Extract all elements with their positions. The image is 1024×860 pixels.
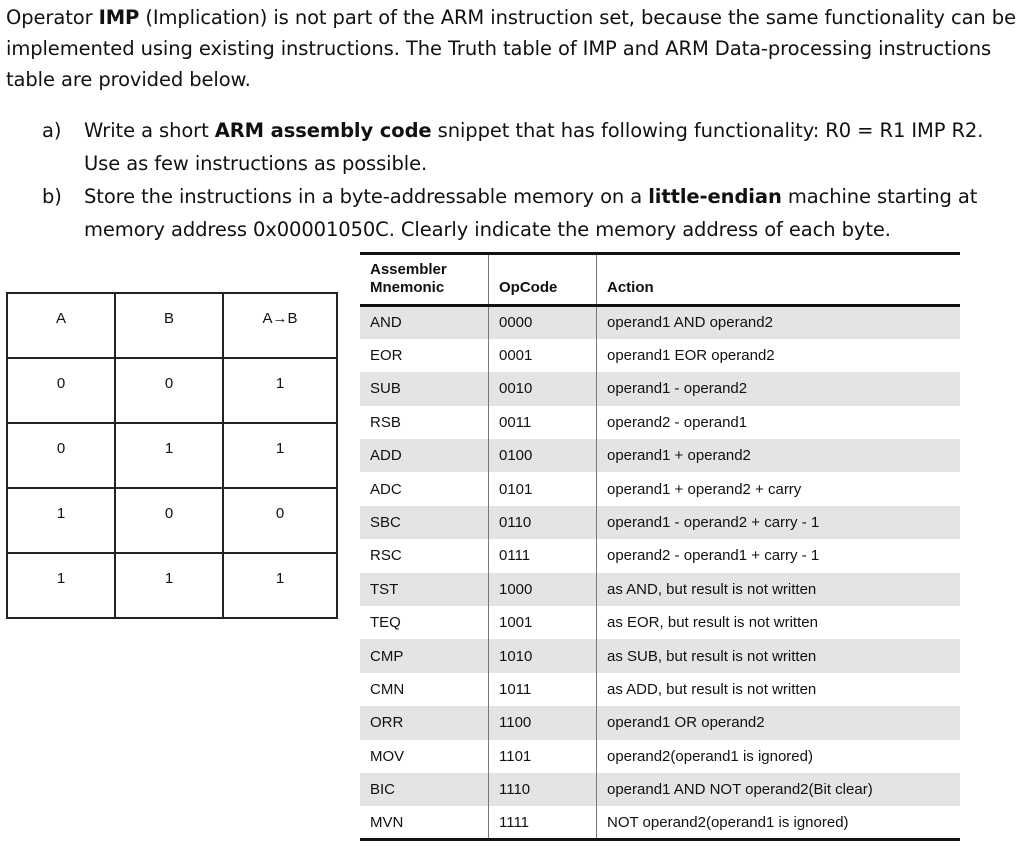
action-cell: operand1 OR operand2 bbox=[597, 706, 961, 739]
opcode-cell: 1010 bbox=[489, 639, 597, 672]
opcode-cell: 0100 bbox=[489, 439, 597, 472]
header-mnemonic: Assembler Mnemonic bbox=[360, 254, 489, 306]
header-b: B bbox=[115, 293, 223, 358]
opcode-cell: 1111 bbox=[489, 806, 597, 839]
header-action: Action bbox=[597, 254, 961, 306]
question-b bbox=[42, 180, 1017, 246]
cell: 1 bbox=[115, 423, 223, 488]
cell: 0 bbox=[7, 423, 115, 488]
table-row bbox=[360, 706, 960, 739]
action-cell: operand1 AND NOT operand2(Bit clear) bbox=[597, 773, 961, 806]
cell: 1 bbox=[7, 488, 115, 553]
table-row bbox=[360, 740, 960, 773]
cell: 0 bbox=[115, 488, 223, 553]
intro-paragraph bbox=[6, 2, 1018, 95]
table-row bbox=[7, 423, 337, 488]
question-text: Store the instructions in a byte-addressable memory on a bbox=[84, 185, 649, 208]
intro-bold-imp: IMP bbox=[98, 6, 140, 29]
cell: 1 bbox=[7, 553, 115, 618]
mnemonic-cell: ADC bbox=[370, 480, 402, 498]
action-cell: as ADD, but result is not written bbox=[597, 673, 961, 706]
table-row bbox=[360, 406, 960, 439]
opcode-cell: 0110 bbox=[489, 506, 597, 539]
mnemonic-cell: ADD bbox=[360, 439, 489, 472]
header-implication: A→B bbox=[223, 293, 337, 358]
header-a: A bbox=[7, 293, 115, 358]
question-list bbox=[42, 114, 1017, 246]
opcode-cell: 0111 bbox=[489, 539, 597, 572]
mnemonic-cell: AND bbox=[360, 306, 489, 339]
action-cell: operand1 AND operand2 bbox=[597, 306, 961, 339]
cell: 1 bbox=[223, 423, 337, 488]
action-cell: NOT operand2(operand1 is ignored) bbox=[597, 806, 961, 839]
mnemonic-cell: EOR bbox=[370, 347, 403, 365]
action-cell: operand2(operand1 is ignored) bbox=[597, 740, 961, 773]
opcode-cell: 1101 bbox=[489, 740, 597, 773]
table-row bbox=[7, 358, 337, 423]
cell: 0 bbox=[115, 358, 223, 423]
action-cell: operand1 - operand2 bbox=[597, 372, 961, 405]
table-row bbox=[360, 806, 960, 839]
table-row bbox=[360, 539, 960, 572]
opcode-cell: 1001 bbox=[489, 606, 597, 639]
table-row bbox=[360, 606, 960, 639]
opcode-cell: 0010 bbox=[489, 372, 597, 405]
question-label: a) bbox=[42, 119, 62, 142]
arm-instruction-table bbox=[360, 252, 960, 841]
table-row bbox=[360, 506, 960, 539]
action-cell: operand1 + operand2 + carry bbox=[597, 472, 961, 505]
table-row bbox=[360, 573, 960, 606]
cell: 1 bbox=[115, 553, 223, 618]
question-label: b) bbox=[42, 185, 62, 208]
mnemonic-cell: TEQ bbox=[370, 614, 401, 632]
mnemonic-cell: SBC bbox=[360, 506, 489, 539]
action-cell: as EOR, but result is not written bbox=[597, 606, 961, 639]
action-cell: operand2 - operand1 + carry - 1 bbox=[597, 539, 961, 572]
action-cell: as SUB, but result is not written bbox=[597, 639, 961, 672]
action-cell: operand2 - operand1 bbox=[597, 406, 961, 439]
intro-text-2: (Implication) is not part of the ARM instruction set, because the same functionality can be implemented using existing instructions. The Truth table of IMP and ARM Data-processing instructions table are provided below. bbox=[6, 6, 1016, 91]
table-row bbox=[360, 639, 960, 672]
mnemonic-cell: MOV bbox=[370, 747, 405, 765]
mnemonic-cell: SUB bbox=[360, 372, 489, 405]
mnemonic-cell: ORR bbox=[360, 706, 489, 739]
table-row bbox=[7, 553, 337, 618]
truth-table-header bbox=[7, 293, 337, 358]
table-row bbox=[360, 472, 960, 505]
table-row bbox=[360, 673, 960, 706]
cell: 0 bbox=[223, 488, 337, 553]
mnemonic-cell: CMP bbox=[360, 639, 489, 672]
question-a bbox=[42, 114, 1017, 180]
table-row bbox=[360, 339, 960, 372]
action-cell: operand1 + operand2 bbox=[597, 439, 961, 472]
table-row bbox=[360, 372, 960, 405]
opcode-cell: 0011 bbox=[489, 406, 597, 439]
opcode-cell: 1100 bbox=[489, 706, 597, 739]
table-row bbox=[360, 306, 960, 339]
question-text: snippet that has following functionality: R0 = R1 IMP R2. Use as few instructions as possible. bbox=[84, 119, 984, 175]
mnemonic-cell: RSB bbox=[370, 413, 401, 431]
opcode-cell: 0101 bbox=[489, 472, 597, 505]
opcode-cell: 0000 bbox=[489, 306, 597, 339]
action-cell: operand1 - operand2 + carry - 1 bbox=[597, 506, 961, 539]
question-text: Write a short bbox=[84, 119, 215, 142]
arm-table-body bbox=[360, 306, 960, 840]
mnemonic-cell: CMN bbox=[370, 680, 405, 698]
table-row bbox=[7, 488, 337, 553]
opcode-cell: 1011 bbox=[489, 673, 597, 706]
opcode-cell: 0001 bbox=[489, 339, 597, 372]
table-row bbox=[360, 773, 960, 806]
mnemonic-cell: TST bbox=[360, 573, 489, 606]
opcode-cell: 1110 bbox=[489, 773, 597, 806]
question-text: machine starting at memory address 0x00001050C. Clearly indicate the memory address of each byte. bbox=[84, 185, 978, 241]
table-row bbox=[360, 439, 960, 472]
intro-text-1: Operator bbox=[6, 6, 99, 29]
mnemonic-cell: BIC bbox=[360, 773, 489, 806]
header-opcode: OpCode bbox=[489, 254, 597, 306]
mnemonic-cell: RSC bbox=[370, 547, 402, 565]
cell: 1 bbox=[223, 553, 337, 618]
cell: 1 bbox=[223, 358, 337, 423]
truth-table bbox=[6, 292, 338, 619]
action-cell: as AND, but result is not written bbox=[597, 573, 961, 606]
arm-table-header bbox=[360, 254, 960, 306]
action-cell: operand1 EOR operand2 bbox=[597, 339, 961, 372]
question-bold: little-endian bbox=[648, 185, 782, 208]
cell: 0 bbox=[7, 358, 115, 423]
opcode-cell: 1000 bbox=[489, 573, 597, 606]
mnemonic-cell: MVN bbox=[370, 813, 404, 831]
question-bold: ARM assembly code bbox=[214, 119, 432, 142]
